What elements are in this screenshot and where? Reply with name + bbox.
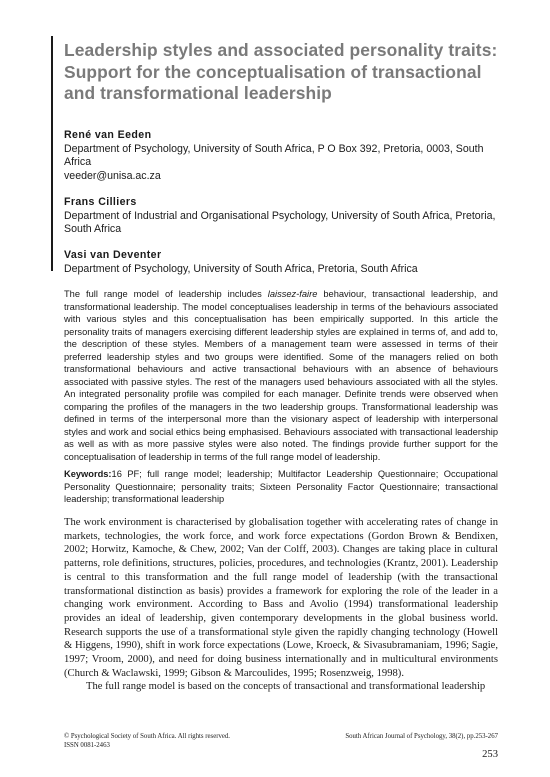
keywords-text: 16 PF; full range model; leadership; Multifactor Leadership Questionnaire; Occupational Personality Questionnaire; personality traits; Sixteen Personality Factor Questionnaire; transactional leadership; transformational leadership — [64, 469, 498, 504]
keywords — [64, 468, 498, 506]
author-block-1 — [64, 129, 504, 183]
keywords-label: Keywords: — [64, 469, 112, 479]
body-paragraph: The work environment is characterised by globalisation together with accelerating rates of change in markets, technologies, the work force, and work force expectations (Gordon Brown & Bendixen, 2002; Horwitz, Kamoche, & Chew, 2002; Van der Colff, 2003). Changes are taking place in cultural patterns, role definitions, structures, policies, procedures, and technologies (Krantz, 2001). Leadership is central to this transformation and the full range model of leadership (with the transactional transformational distinction as basis) provides a framework for exploring the role of the leader in a changing work environment. According to Bass and Avolio (1994) transformational leadership provides an ideal of leadership, given contemporary developments in the global business world. Research supports the use of a transformational style given the rapidly changing technology (Howell & Higgens, 1990), shift in work force expectations (Lowe, Kroeck, & Sivasubramaniam, 1996; Sagie, 1997; Vroom, 2000), and need for doing business internationally and in multicultural environments (Church & Waclawski, 1999; Gibson & Marcoulides, 1995; Rosenzweig, 1998). — [64, 517, 498, 679]
body-paragraph: The full range model is based on the concepts of transactional and transformational leadership — [86, 681, 486, 693]
author-block-2 — [64, 196, 504, 237]
author-affiliation: Department of Psychology, University of South Africa, P O Box 392, Pretoria, 0003, South Africa — [64, 142, 484, 169]
article-title: Leadership styles and associated personality traits: Support for the conceptualisation of transactional and transformational leadership — [64, 40, 498, 103]
author-name: Vasi van Deventer — [64, 249, 162, 261]
body-text — [64, 516, 498, 694]
journal-citation: South African Journal of Psychology, 38(2), pp.253-267 — [345, 733, 498, 740]
author-name: Frans Cilliers — [64, 196, 137, 208]
author-affiliation: Department of Industrial and Organisational Psychology, University of South Africa, Pretoria, South Africa — [64, 209, 496, 236]
copyright-notice: © Psychological Society of South Africa. All rights reserved. ISSN 0081-2463 — [64, 733, 230, 749]
abstract — [64, 288, 498, 463]
title-accent-bar — [51, 36, 53, 271]
abstract-text-start: The full range model of leadership includes — [64, 289, 268, 299]
page-number: 253 — [482, 749, 498, 760]
abstract-text-rest: behaviour, transactional leadership, and transformational leadership. The model conceptualises leadership in terms of the behaviours associated with various styles and this conceptualisation has been empirically supported. In this article the personality traits of managers exercising different leadership styles are explained in terms of, and add to, the description of these styles. Members of a management team were assessed in terms of their preferred leadership styles and two groups were identified. Some of the managers relied on both transformational behaviours and active transactional behaviours with an absence of behaviours associated with passive styles. The rest of the managers used behaviours associated with all the styles. An integrated personality profile was compiled for each manager. Definite trends were observed when comparing the profiles of the managers in the two leadership groups. Transformational leadership was defined in terms of the interpersonal more than the visionary aspect of leadership with interpersonal styles and work and social ethics being emphasised. Behaviours associated with transactional leadership as well as with as more passive styles were also noted. The findings provide further support for the conceptualisation of leadership in terms of the full range model of leadership. — [64, 289, 498, 462]
author-name: René van Eeden — [64, 129, 152, 141]
author-affiliation: Department of Psychology, University of South Africa, Pretoria, South Africa — [64, 262, 418, 275]
author-email[interactable]: veeder@unisa.ac.za — [64, 169, 161, 182]
abstract-italic-term: laissez-faire — [267, 289, 318, 299]
page-footer — [64, 732, 498, 750]
author-block-3 — [64, 249, 504, 276]
